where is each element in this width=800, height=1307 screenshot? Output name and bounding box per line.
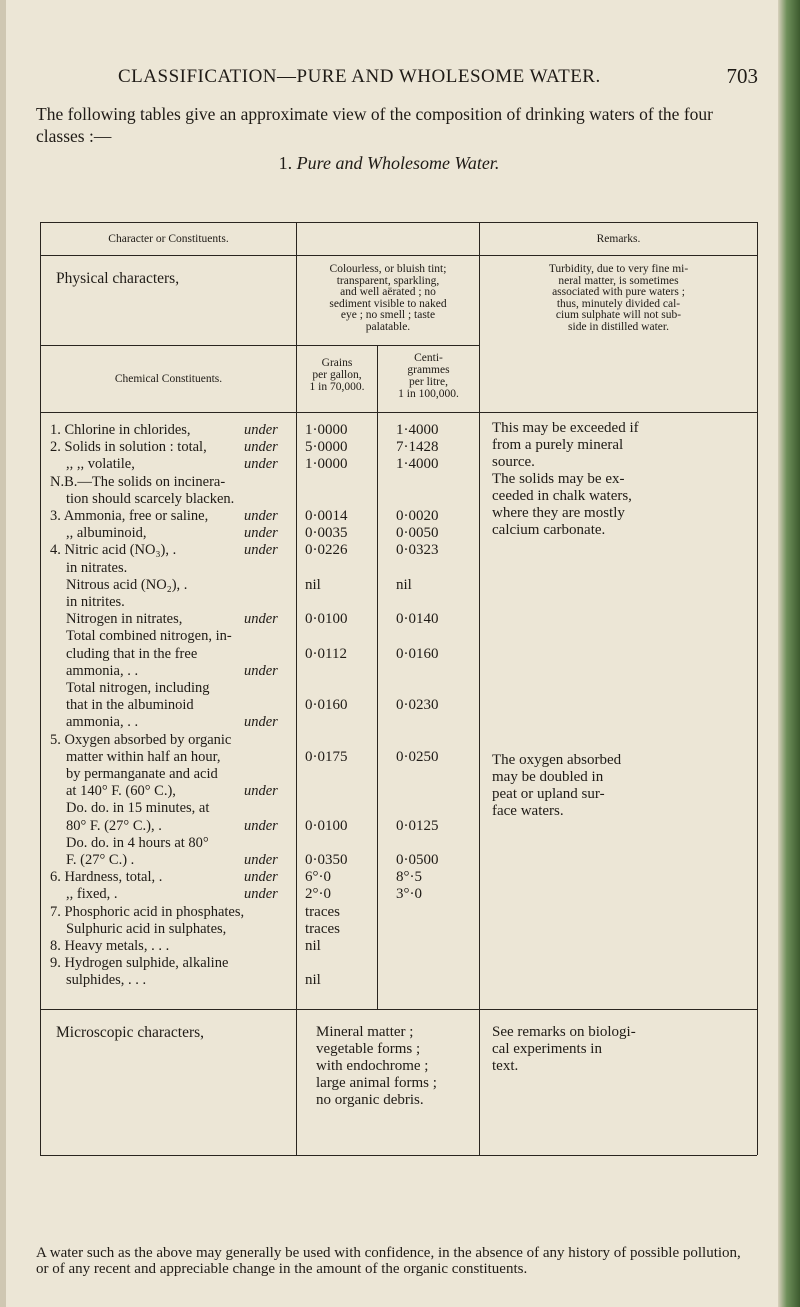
grains-value: 6°·0 (305, 869, 331, 886)
row-under-label: under (244, 456, 278, 473)
centigrammes-value: 1·4000 (396, 456, 439, 473)
grains-header: Grains per gallon, 1 in 70,000. (309, 357, 365, 393)
grains-value: 0·0175 (305, 748, 348, 765)
intro-paragraph: The following tables give an approximate view of the composition of drinking waters of the four classes :— (36, 104, 713, 146)
microscopic-label: Microscopic characters, (56, 1024, 205, 1041)
row-label: in nitrates. (66, 559, 128, 576)
physical-remarks: Turbidity, due to very fine mi- neral matter, is sometimes associated with pure waters ; thus, minutely divided cal- cium sulphate will not sub- side in distilled water. (548, 263, 689, 333)
row-label: 2. Solids in solution : total, (50, 439, 207, 456)
microscopic-remarks: See remarks on biologi- cal experiments in text. (492, 1024, 636, 1074)
row-label: 4. Nitric acid (NO₃), . (50, 542, 177, 559)
row-label: 7. Phosphoric acid in phosphates, (50, 903, 245, 920)
grains-value: 0·0350 (305, 852, 348, 868)
row-label: Do. do. in 15 minutes, at (66, 800, 210, 817)
book-binding-edge (778, 0, 800, 1307)
chemical-header-label: Chemical Constituents. (114, 373, 223, 385)
row-label: 3. Ammonia, free or saline, (50, 508, 209, 524)
grains-value: traces (305, 903, 340, 920)
row-under-label: under (244, 783, 278, 800)
row-label: sulphides, . . . (66, 972, 147, 989)
grains-value: nil (305, 576, 321, 593)
row-label: Do. do. in 4 hours at 80° (66, 834, 209, 851)
row-label: at 140° F. (60° C.), (66, 783, 176, 800)
grains-value: 0·0035 (305, 525, 348, 542)
centigrammes-value: 0·0020 (396, 508, 439, 524)
table-number: 1. (278, 153, 293, 173)
grains-value: 0·0112 (305, 645, 347, 662)
chemical-remarks-oxygen: The oxygen absorbed may be doubled in peat or upland sur- face waters. (492, 752, 622, 819)
row-under-label: under (244, 439, 278, 456)
grains-value: 0·0226 (305, 542, 348, 559)
row-label: 1. Chlorine in chlorides, (50, 422, 191, 438)
rule (40, 222, 757, 223)
row-label: 5. Oxygen absorbed by organic (50, 731, 232, 748)
row-label: F. (27° C.) . (66, 852, 135, 868)
centigrammes-header: Centi- grammes per litre, 1 in 100,000. (398, 352, 459, 400)
centigrammes-value: 0·0050 (396, 525, 439, 542)
row-label: ammonia, . . (66, 714, 139, 731)
grains-value: 0·0100 (305, 611, 348, 628)
centigrammes-value: 0·0230 (396, 697, 439, 714)
grains-value: 1·0000 (305, 422, 348, 438)
grains-value: 5·0000 (305, 439, 348, 456)
row-label: ,, fixed, . (66, 886, 118, 903)
microscopic-description: Mineral matter ; vegetable forms ; with endochrome ; large animal forms ; no organic debris. (316, 1024, 437, 1108)
chemical-remarks-first: This may be exceeded if from a purely mineral source. The solids may be ex- ceeded in chalk waters, where they are mostly calcium carbonate. (492, 420, 639, 538)
centigrammes-value: 0·0140 (396, 611, 439, 628)
row-under-label: under (244, 817, 278, 834)
centigrammes-value: nil (396, 576, 412, 593)
rule (40, 1155, 757, 1156)
grains-value: 2°·0 (305, 886, 331, 903)
centigrammes-value: 8°·5 (396, 869, 422, 886)
row-under-label: under (244, 886, 278, 903)
table-title (0, 153, 778, 174)
grains-value: traces (305, 920, 340, 937)
centigrammes-value: 3°·0 (396, 886, 422, 903)
centigrammes-value: 0·0125 (396, 817, 439, 834)
centigrammes-value: 0·0250 (396, 748, 439, 765)
row-under-label: under (244, 714, 278, 731)
centigrammes-value: 0·0160 (396, 645, 439, 662)
grains-value: 0·0100 (305, 817, 348, 834)
row-label: tion should scarcely blacken. (66, 490, 235, 507)
rule (479, 222, 480, 1155)
centigrammes-value: 0·0500 (396, 852, 439, 868)
footer-note: A water such as the above may generally be used with confidence, in the absence of any history of possible pollution, or of any recent and appreciable change in the amount of the organic constituents. (36, 1245, 741, 1277)
row-label: 9. Hydrogen sulphide, alkaline (50, 955, 229, 972)
row-label: Nitrous acid (NO₂), . (66, 576, 188, 593)
grains-value: nil (305, 938, 321, 954)
row-label: by permanganate and acid (66, 766, 218, 782)
row-label: ,, ,, volatile, (66, 456, 135, 473)
rule (40, 222, 41, 1155)
rule (40, 345, 479, 346)
row-under-label: under (244, 852, 278, 868)
page-number: 703 (726, 64, 758, 88)
grains-value: 1·0000 (305, 456, 348, 473)
row-label: Sulphuric acid in sulphates, (66, 920, 227, 937)
row-under-label: under (244, 508, 278, 524)
row-label: N.B.—The solids on incinera- (50, 473, 226, 490)
row-label: Nitrogen in nitrates, (66, 611, 183, 628)
page-header (0, 66, 778, 90)
row-under-label: under (244, 662, 278, 679)
row-label: 8. Heavy metals, . . . (50, 938, 170, 954)
column-header-remarks: Remarks. (596, 233, 641, 245)
row-under-label: under (244, 611, 278, 628)
rule (40, 1009, 757, 1010)
row-label: matter within half an hour, (66, 748, 221, 765)
row-under-label: under (244, 422, 278, 438)
row-label: 80° F. (27° C.), . (66, 817, 162, 834)
row-label: in nitrites. (66, 594, 125, 610)
page-edge-left (0, 0, 6, 1307)
row-label: that in the albuminoid (66, 697, 194, 714)
centigrammes-value: 0·0323 (396, 542, 439, 559)
rule (40, 412, 757, 413)
rule (377, 345, 378, 1009)
table-title-text: Pure and Wholesome Water. (296, 153, 500, 173)
row-under-label: under (244, 542, 278, 559)
grains-value: nil (305, 972, 321, 989)
physical-description: Colourless, or bluish tint; transparent, sparkling, and well aërated ; no sediment visible to naked eye ; no smell ; taste palatable. (329, 263, 447, 333)
centigrammes-value: 7·1428 (396, 439, 439, 456)
row-label: Total combined nitrogen, in- (66, 628, 232, 645)
centigrammes-value: 1·4000 (396, 422, 439, 438)
grains-value: 0·0014 (305, 508, 348, 524)
grains-value: 0·0160 (305, 697, 348, 714)
rule (757, 222, 758, 1155)
row-label: ,, albuminoid, (66, 525, 147, 542)
row-label: 6. Hardness, total, . (50, 869, 163, 886)
row-under-label: under (244, 525, 278, 542)
column-header-character: Character or Constituents. (108, 233, 229, 245)
row-label: ammonia, . . (66, 662, 139, 679)
physical-label: Physical characters, (56, 270, 180, 287)
row-label: cluding that in the free (66, 645, 198, 662)
row-label: Total nitrogen, including (66, 680, 210, 696)
rule (40, 255, 757, 256)
running-title: CLASSIFICATION—PURE AND WHOLESOME WATER. (118, 66, 601, 87)
row-under-label: under (244, 869, 278, 886)
